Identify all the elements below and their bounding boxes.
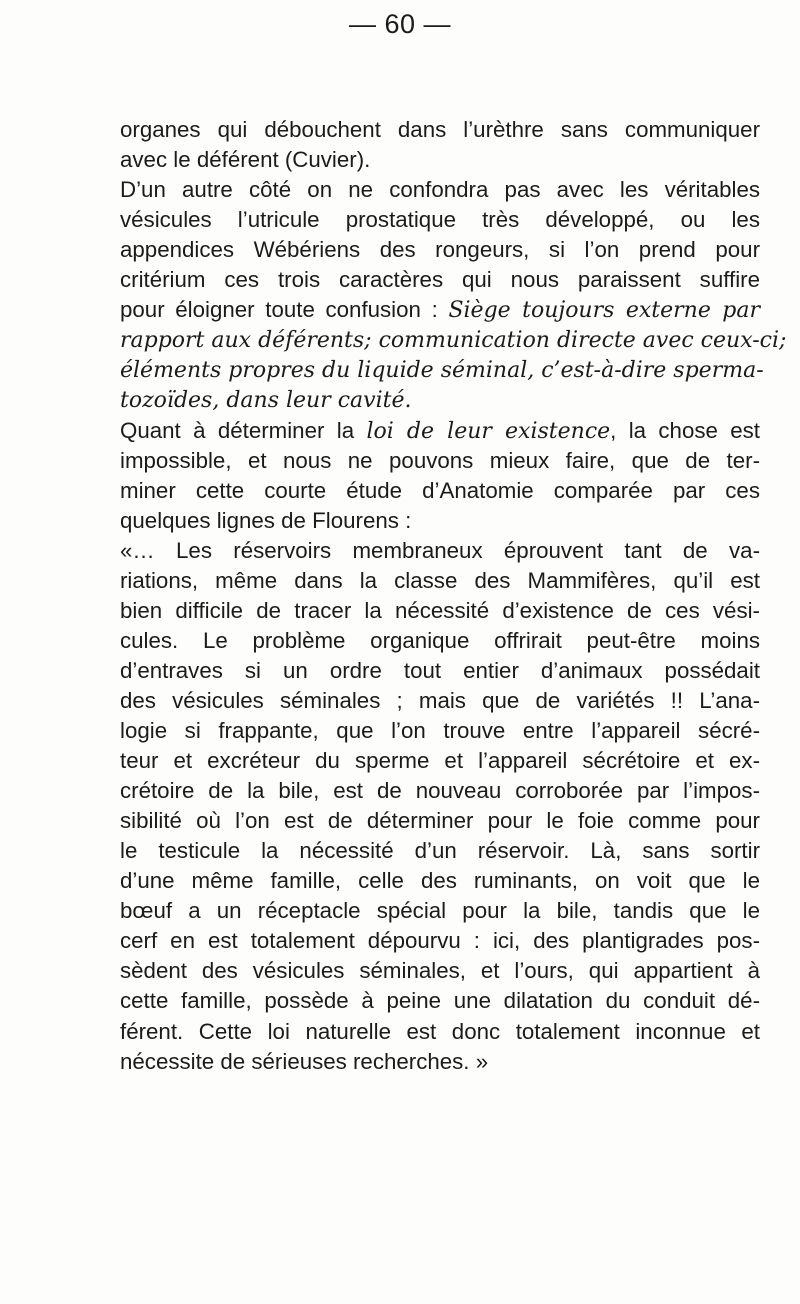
text-line: [120, 294, 760, 325]
text-line: [120, 805, 760, 836]
text-segment: Quant à déterminer la: [120, 417, 367, 443]
text-segment: miner cette courte étude d’Anatomie comparée par ces: [120, 477, 760, 503]
text-line: [120, 475, 760, 506]
text-line: [120, 415, 760, 446]
text-line: [120, 595, 760, 626]
text-line: [120, 505, 411, 536]
text-line: [120, 264, 760, 295]
text-line: [120, 775, 760, 806]
text-segment: bien difficile de tracer la nécessité d’existence de ces vési-: [120, 597, 760, 623]
text-line: [120, 1016, 760, 1047]
text-line: [120, 955, 760, 986]
text-line: [120, 925, 760, 956]
text-segment: d’entraves si un ordre tout entier d’animaux possédait: [120, 657, 760, 683]
text-line: [120, 535, 760, 566]
text-segment: le testicule la nécessité d’un réservoir. Là, sans sortir: [120, 838, 760, 864]
text-segment: férent. Cette loi naturelle est donc totalement inconnue et: [120, 1018, 760, 1044]
text-segment: logie si frappante, que l’on trouve entre l’appareil sécré-: [120, 718, 760, 743]
text-segment: D’un autre côté on ne confondra pas avec les véritables: [120, 177, 760, 203]
text-line: [120, 174, 760, 205]
italic-text: Siège toujours externe par: [448, 298, 761, 324]
text-segment: riations, même dans la classe des Mammifères, qu’il est: [120, 567, 760, 593]
text-segment: «… Les réservoirs membraneux éprouvent tant de va-: [120, 537, 760, 563]
text-line: [120, 354, 764, 385]
text-segment: pour éloigner toute confusion :: [120, 297, 449, 323]
text-line: [120, 384, 411, 415]
text-segment: crétoire de la bile, est de nouveau corroborée par l’impos-: [120, 778, 760, 804]
text-segment: des vésicules séminales ; mais que de variétés !! L’ana-: [120, 687, 760, 713]
text-line: [120, 745, 760, 776]
text-segment: sèdent des vésicules séminales, et l’ours, qui appartient à: [120, 958, 760, 984]
italic-text: loi de leur existence: [366, 418, 611, 444]
text-line: [120, 234, 760, 265]
text-segment: quelques lignes de Flourens :: [120, 507, 412, 533]
text-segment: critérium ces trois caractères qui nous paraissent suffire: [120, 267, 760, 293]
text-segment: cerf en est totalement dépourvu : ici, des plantigrades pos-: [120, 928, 760, 954]
text-segment: avec le déférent (Cuvier).: [120, 147, 371, 173]
text-line: [120, 204, 760, 235]
text-segment: teur et excréteur du sperme et l’appareil sécrétoire et ex-: [120, 748, 760, 774]
text-segment: impossible, et nous ne pouvons mieux faire, que de ter-: [120, 447, 760, 473]
text-line: [120, 324, 787, 355]
text-line: [120, 445, 760, 476]
text-line: [120, 865, 760, 896]
text-line: [120, 655, 760, 686]
italic-text: rapport aux déférents; communication directe avec ceux-ci;: [120, 328, 787, 354]
text-line: [120, 625, 760, 656]
text-line: [120, 685, 760, 716]
text-segment: appendices Wébériens des rongeurs, si l’on prend pour: [120, 237, 760, 263]
text-segment: organes qui débouchent dans l’urèthre sans communiquer: [120, 117, 760, 142]
text-segment: bœuf a un réceptacle spécial pour la bile, tandis que le: [120, 898, 760, 924]
text-segment: vésicules l’utricule prostatique très développé, ou les: [120, 207, 760, 233]
text-line: [120, 1046, 488, 1077]
italic-text: éléments propres du liquide séminal, c’est-à-dire sperma-: [120, 358, 764, 384]
text-line: [120, 985, 760, 1016]
page-number: — 60 —: [348, 9, 452, 39]
text-line: [120, 835, 760, 866]
text-segment: nécessite de sérieuses recherches. »: [120, 1048, 489, 1074]
text-segment: cette famille, possède à peine une dilatation du conduit dé-: [120, 988, 760, 1014]
text-segment: cules. Le problème organique offrirait peut-être moins: [120, 627, 760, 653]
text-line: [120, 565, 760, 596]
text-segment: sibilité où l’on est de déterminer pour le foie comme pour: [120, 808, 760, 834]
text-segment: , la chose est: [610, 417, 760, 443]
text-line: [120, 114, 760, 145]
text-line: [120, 144, 370, 175]
italic-text: tozoïdes, dans leur cavité.: [120, 388, 412, 414]
text-segment: d’une même famille, celle des ruminants, on voit que le: [120, 868, 760, 894]
text-line: [120, 715, 760, 746]
text-line: [120, 895, 760, 926]
